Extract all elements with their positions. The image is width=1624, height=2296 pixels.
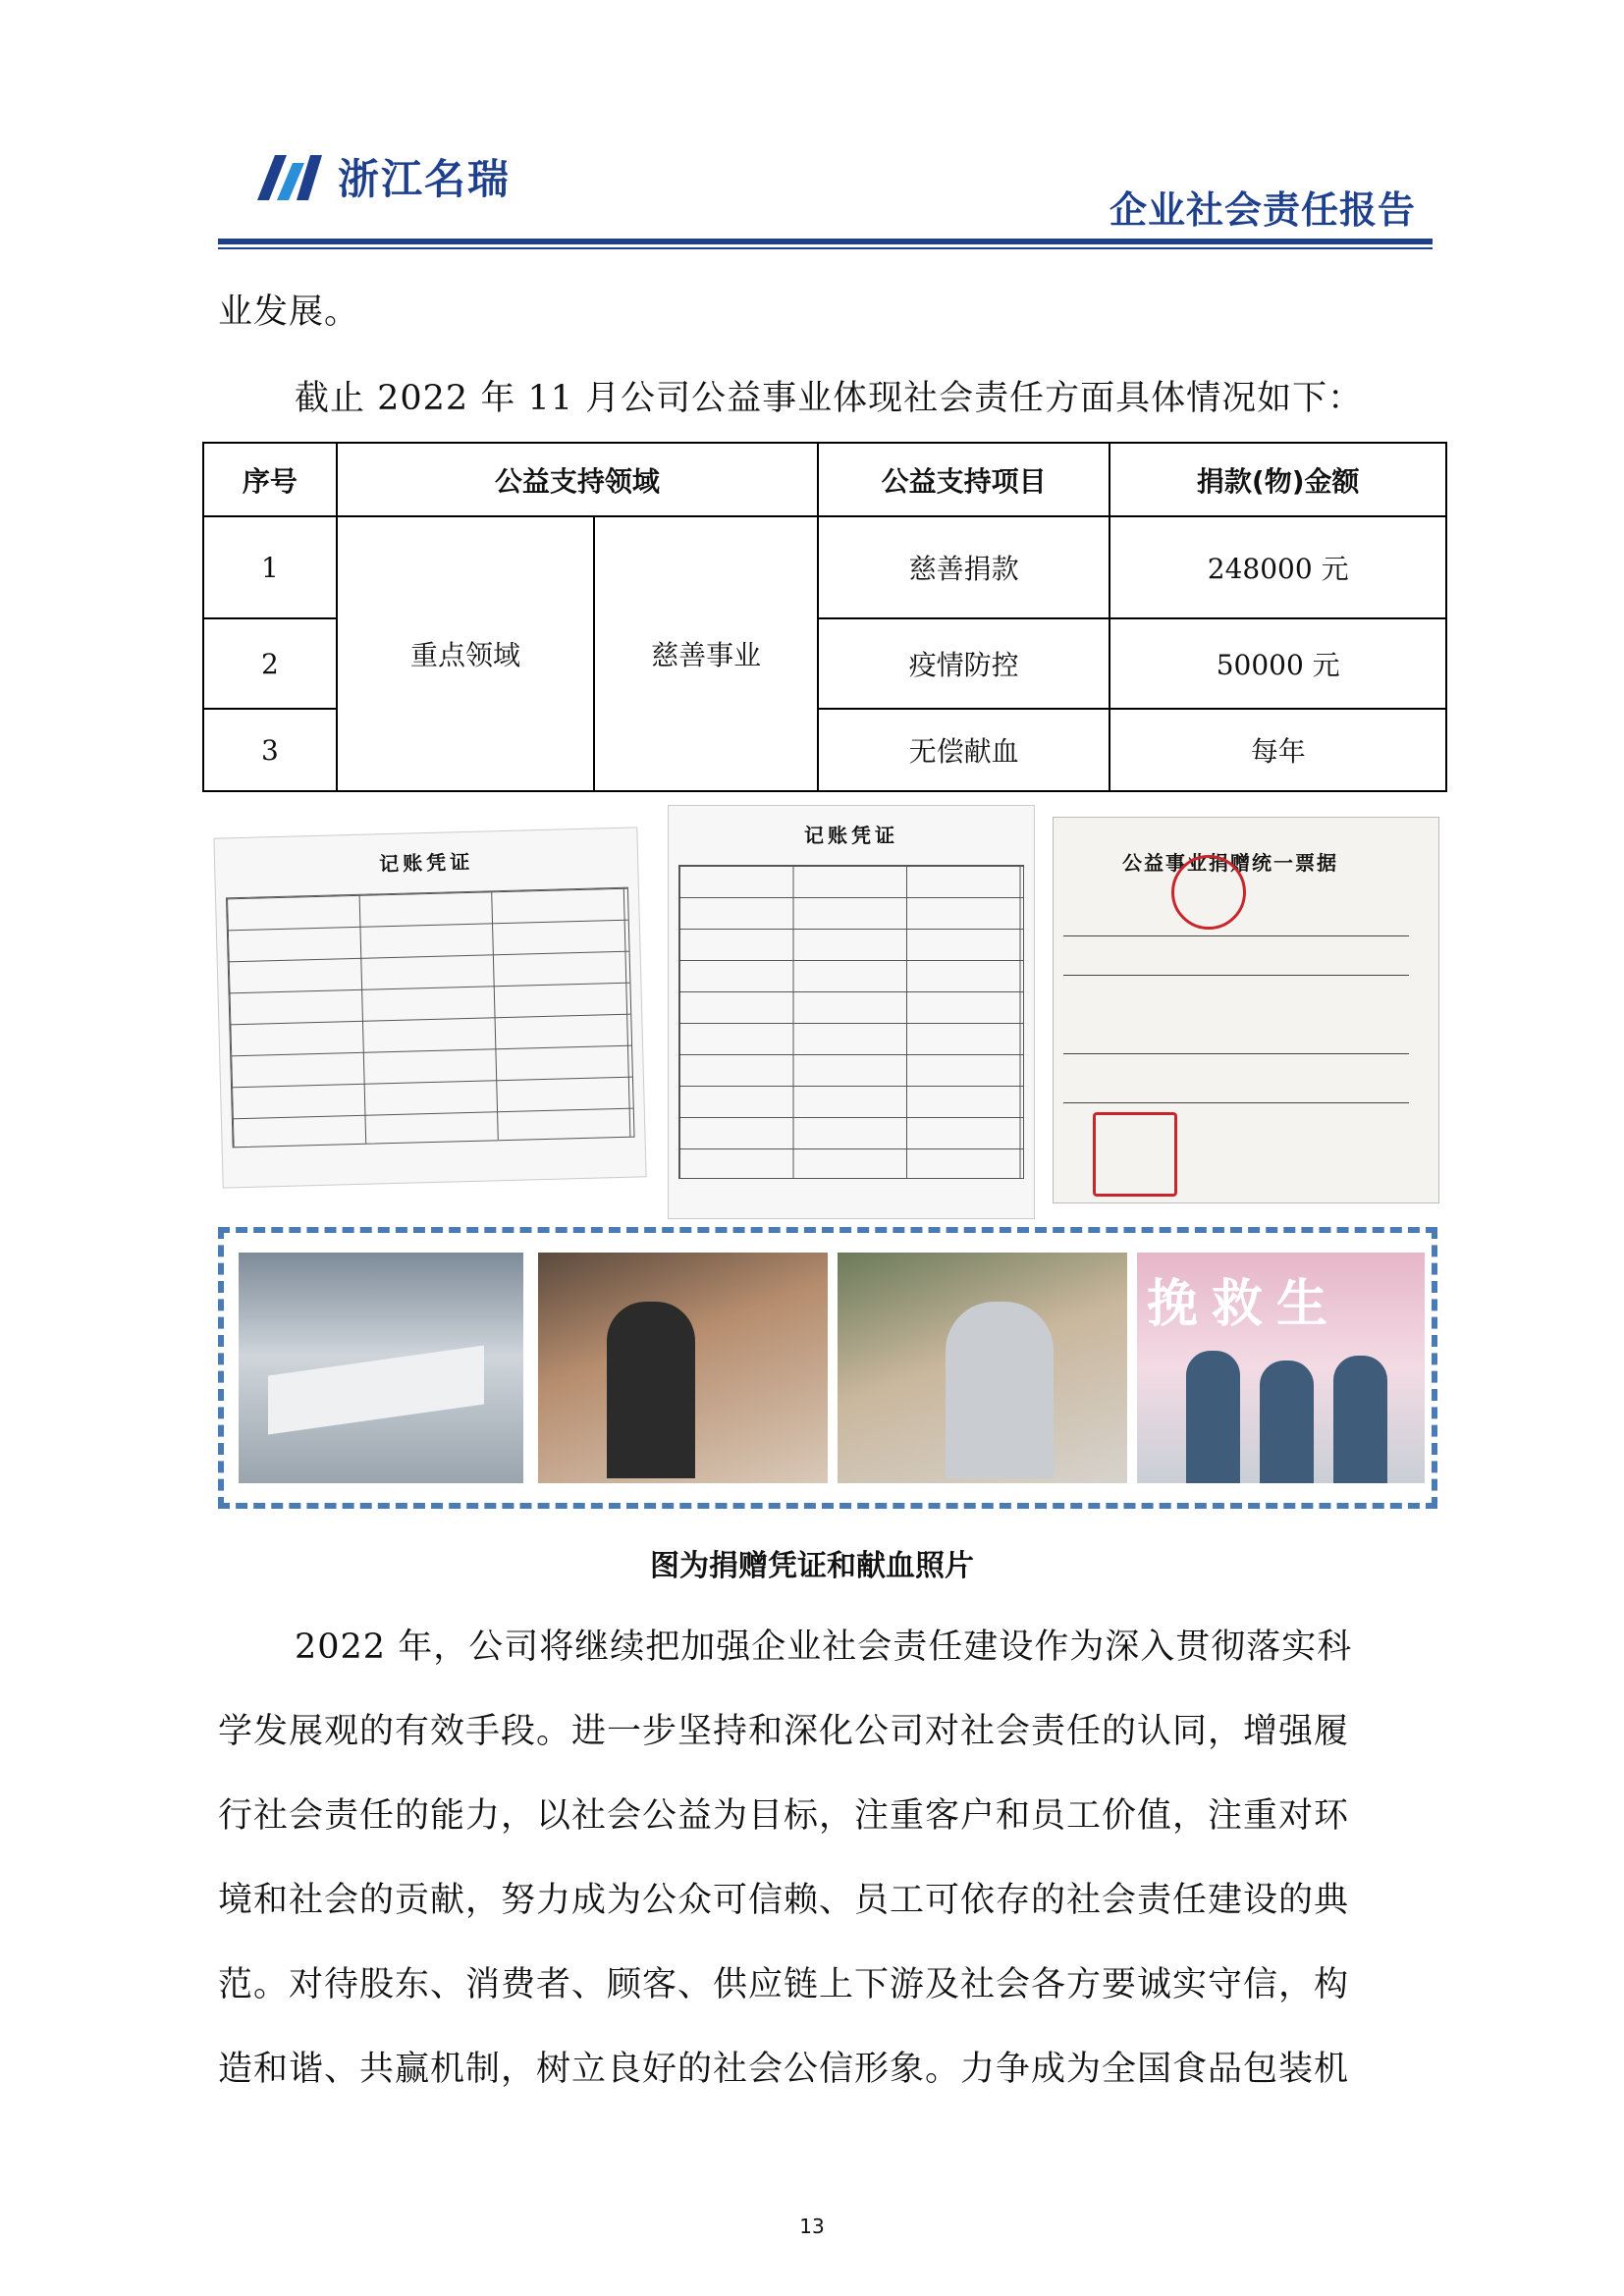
photo-donation-2: [838, 1253, 1127, 1483]
blood-donation-photos: [218, 1227, 1437, 1509]
area-main-cell: 重点领域: [337, 516, 595, 791]
photo-donation-1: [538, 1253, 828, 1483]
company-logo-icon: [253, 149, 332, 204]
banner-text: 挽救生: [1147, 1275, 1342, 1334]
photo-table: [268, 1346, 484, 1435]
area-sub-cell: 慈善事业: [594, 516, 818, 791]
project-cell: 疫情防控: [818, 618, 1110, 709]
company-name: 浙江名瑞: [338, 155, 512, 203]
amount-cell: 50000 元: [1110, 618, 1446, 709]
closing-line-2: 学发展观的有效手段。进一步坚持和深化公司对社会责任的认同，增强履: [218, 1712, 1350, 1751]
voucher-image-1: [213, 827, 646, 1188]
row-number: 3: [203, 709, 337, 791]
table-row: [203, 516, 1446, 618]
header-rule-thin: [218, 247, 1433, 249]
closing-line-6: 造和谐、共赢机制，树立良好的社会公信形象。力争成为全国食品包装机: [218, 2050, 1350, 2089]
amount-cell: 248000 元: [1110, 516, 1446, 618]
invoice-line: [1063, 975, 1409, 976]
row-number: 1: [203, 516, 337, 618]
project-cell: 无偿献血: [818, 709, 1110, 791]
voucher-title: 记账凭证: [804, 824, 898, 847]
photo-group: [1137, 1253, 1425, 1483]
photo-person: [1260, 1361, 1314, 1483]
amount-cell: 每年: [1110, 709, 1446, 791]
invoice-line: [1063, 935, 1409, 936]
closing-line-3: 行社会责任的能力，以社会公益为目标，注重客户和员工价值，注重对环: [218, 1796, 1350, 1836]
photo-person: [946, 1302, 1054, 1478]
photo-person: [1333, 1356, 1387, 1483]
report-title: 企业社会责任报告: [1109, 188, 1416, 232]
figure-caption: 图为捐赠凭证和献血照片: [650, 1549, 974, 1583]
voucher-grid: [226, 887, 635, 1148]
header-cell-area: 公益支持领域: [337, 443, 818, 516]
donation-invoice-image: [1053, 817, 1439, 1203]
voucher-grid: [678, 865, 1024, 1179]
closing-line-1: 2022 年，公司将继续把加强企业社会责任建设作为深入贯彻落实科: [295, 1628, 1353, 1667]
page-number: 13: [799, 2215, 825, 2238]
voucher-image-2: [668, 805, 1035, 1219]
invoice-title: 公益事业捐赠统一票据: [1122, 851, 1338, 875]
company-logo: [253, 147, 538, 206]
invoice-stamp: [1171, 855, 1246, 930]
voucher-title: 记账凭证: [378, 849, 474, 877]
header-cell-project: 公益支持项目: [818, 443, 1110, 516]
closing-line-5: 范。对待股东、消费者、顾客、供应链上下游及社会各方要诚实守信，构: [218, 1965, 1350, 2004]
header-cell-amount: 捐款(物)金额: [1110, 443, 1446, 516]
photo-registration: [239, 1253, 523, 1483]
photo-person: [607, 1302, 695, 1478]
invoice-line: [1063, 1102, 1409, 1103]
continuation-text: 业发展。: [218, 293, 360, 332]
voucher-images: [216, 805, 1438, 1222]
donation-table: [202, 442, 1447, 792]
table-header-row: [203, 443, 1446, 516]
receipt-stamp: [1093, 1112, 1177, 1197]
header-rule: [218, 239, 1433, 244]
invoice-line: [1063, 1053, 1409, 1054]
summary-line: 截止 2022 年 11 月公司公益事业体现社会责任方面具体情况如下：: [295, 379, 1364, 418]
project-cell: 慈善捐款: [818, 516, 1110, 618]
row-number: 2: [203, 618, 337, 709]
closing-line-4: 境和社会的贡献，努力成为公众可信赖、员工可依存的社会责任建设的典: [218, 1881, 1350, 1920]
photo-person: [1186, 1351, 1240, 1483]
header-cell-no: 序号: [203, 443, 337, 516]
